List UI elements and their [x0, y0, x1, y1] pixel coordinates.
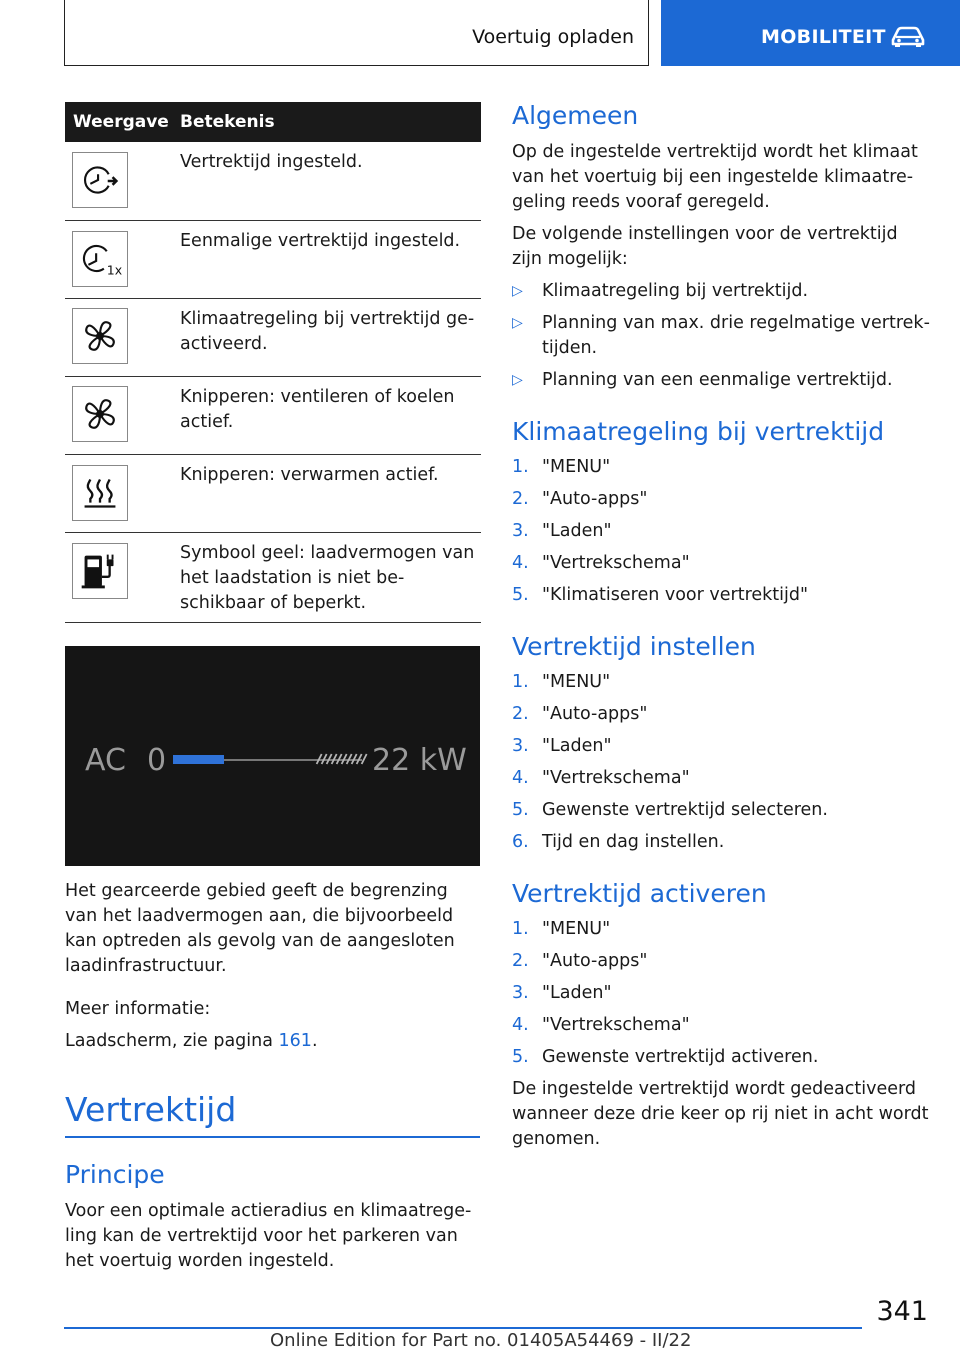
table-row — [65, 299, 481, 377]
charging-power-display-graphic — [65, 646, 480, 866]
list-item: 5. "Klimatiseren voor vertrektijd" — [512, 585, 809, 605]
power-bar-fill — [173, 755, 224, 764]
triangle-bullet-icon: ▷ — [512, 315, 523, 331]
page-link-161[interactable]: 161 — [278, 1031, 312, 1051]
list-item: ▷ Klimaatregeling bij vertrektijd. — [512, 279, 932, 304]
triangle-bullet-icon: ▷ — [512, 372, 523, 388]
header-title: Voertuig opladen — [472, 26, 634, 48]
charging-station-icon — [72, 543, 128, 599]
table-row — [65, 533, 481, 623]
paragraph-deactivation: De ingestelde vertrektijd wordt gedeactiveerd wanneer deze drie keer op rij niet in acht wordt genomen. — [512, 1079, 929, 1149]
table-row — [65, 455, 481, 533]
paragraph-algemeen-1: Op de ingestelde vertrektijd wordt het klimaat van het voertuig bij een ingestelde klimaatre-geling reeds vooraf geregeld. — [512, 142, 918, 212]
heading-vertrektijd: Vertrektijd — [65, 1090, 237, 1129]
heading-principe: Principe — [65, 1160, 165, 1189]
symbol-table — [65, 102, 481, 623]
table-row — [65, 142, 481, 221]
steps-klimaatregeling — [512, 455, 932, 615]
table-row-text: Eenmalige vertrektijd ingesteld. — [180, 231, 461, 251]
header-section-label: MOBILITEIT — [761, 26, 886, 48]
table-row-text: Klimaatregeling bij vertrektijd ge-activeerd. — [180, 309, 475, 354]
triangle-bullet-icon: ▷ — [512, 283, 523, 299]
clock-departure-icon — [72, 152, 128, 208]
paragraph-hatch-explanation: Het gearceerde gebied geeft de begrenzing van het laadvermogen aan, die bijvoorbeeld kan optreden als gevolg van de aangesloten laadinfrastructuur. — [65, 881, 455, 976]
charging-power-display — [65, 646, 480, 866]
list-item: 5. Gewenste vertrektijd selecteren. — [512, 800, 828, 820]
reference-prefix: Laadscherm, zie pagina — [65, 1031, 279, 1051]
svg-text:1x: 1x — [106, 262, 123, 278]
list-item: 1. "MENU" — [512, 919, 611, 939]
table-row-text: Knipperen: verwarmen actief. — [180, 465, 439, 485]
list-item: ▷ Planning van een eenmalige vertrektijd. — [512, 368, 932, 393]
list-item: 3. "Laden" — [512, 521, 612, 541]
table-header-betekenis: Betekenis — [180, 112, 275, 132]
paragraph-more-info: Meer informatie: — [65, 999, 211, 1019]
heading-activeren: Vertrektijd activeren — [512, 879, 767, 908]
fan-blinking-icon — [72, 386, 128, 442]
table-header — [65, 102, 481, 142]
list-item: 3. "Laden" — [512, 736, 612, 756]
list-item: 6. Tijd en dag instellen. — [512, 832, 725, 852]
heading-instellen: Vertrektijd instellen — [512, 632, 756, 661]
page-number: 341 — [876, 1296, 928, 1327]
table-header-weergave: Weergave — [73, 112, 169, 132]
heating-icon — [72, 465, 128, 521]
paragraph-reference — [65, 1029, 470, 1054]
list-item: 2. "Auto-apps" — [512, 951, 648, 971]
header-title-box — [64, 0, 649, 66]
footer-rule — [64, 1327, 862, 1329]
list-item: 1. "MENU" — [512, 672, 611, 692]
hatch-stroke — [362, 754, 367, 764]
display-label-max: 22 kW — [372, 743, 467, 778]
table-row-text: Knipperen: ventileren of koelen actief. — [180, 387, 455, 432]
list-item: 4. "Vertrekschema" — [512, 553, 690, 573]
list-item: 3. "Laden" — [512, 983, 612, 1003]
heading-algemeen: Algemeen — [512, 101, 639, 130]
list-item: 4. "Vertrekschema" — [512, 1015, 690, 1035]
heading-rule — [65, 1136, 480, 1138]
car-icon — [890, 24, 926, 48]
list-item: ▷ Planning van max. drie regelmatige vertrek-tijden. — [512, 313, 930, 358]
table-row — [65, 377, 481, 455]
steps-instellen — [512, 670, 932, 862]
list-item: 4. "Vertrekschema" — [512, 768, 690, 788]
paragraph-principe: Voor een optimale actieradius en klimaatrege-ling kan de vertrektijd voor het parkeren van het voertuig worden ingesteld. — [65, 1201, 472, 1271]
list-item: 2. "Auto-apps" — [512, 489, 648, 509]
table-row-text: Symbool geel: laadvermogen van het laadstation is niet be-schikbaar of beperkt. — [180, 543, 475, 613]
heading-klimaatregeling: Klimaatregeling bij vertrektijd — [512, 417, 885, 446]
steps-activeren — [512, 917, 932, 1077]
display-label-ac: AC — [85, 743, 126, 778]
table-row — [65, 221, 481, 299]
list-item: 1. "MENU" — [512, 457, 611, 477]
list-item: 5. Gewenste vertrektijd activeren. — [512, 1047, 819, 1067]
settings-bullet-list — [512, 279, 932, 400]
list-item: 2. "Auto-apps" — [512, 704, 648, 724]
paragraph-algemeen-2: De volgende instellingen voor de vertrektijd zijn mogelijk: — [512, 224, 898, 269]
clock-once-icon — [72, 231, 128, 287]
header-section-tab[interactable] — [661, 0, 960, 66]
reference-suffix: . — [311, 1031, 318, 1051]
table-row-text: Vertrektijd ingesteld. — [180, 152, 363, 172]
display-label-zero: 0 — [147, 743, 167, 778]
footer-edition: Online Edition for Part no. 01405A54469 - II/22 — [270, 1330, 692, 1351]
fan-icon — [72, 308, 128, 364]
